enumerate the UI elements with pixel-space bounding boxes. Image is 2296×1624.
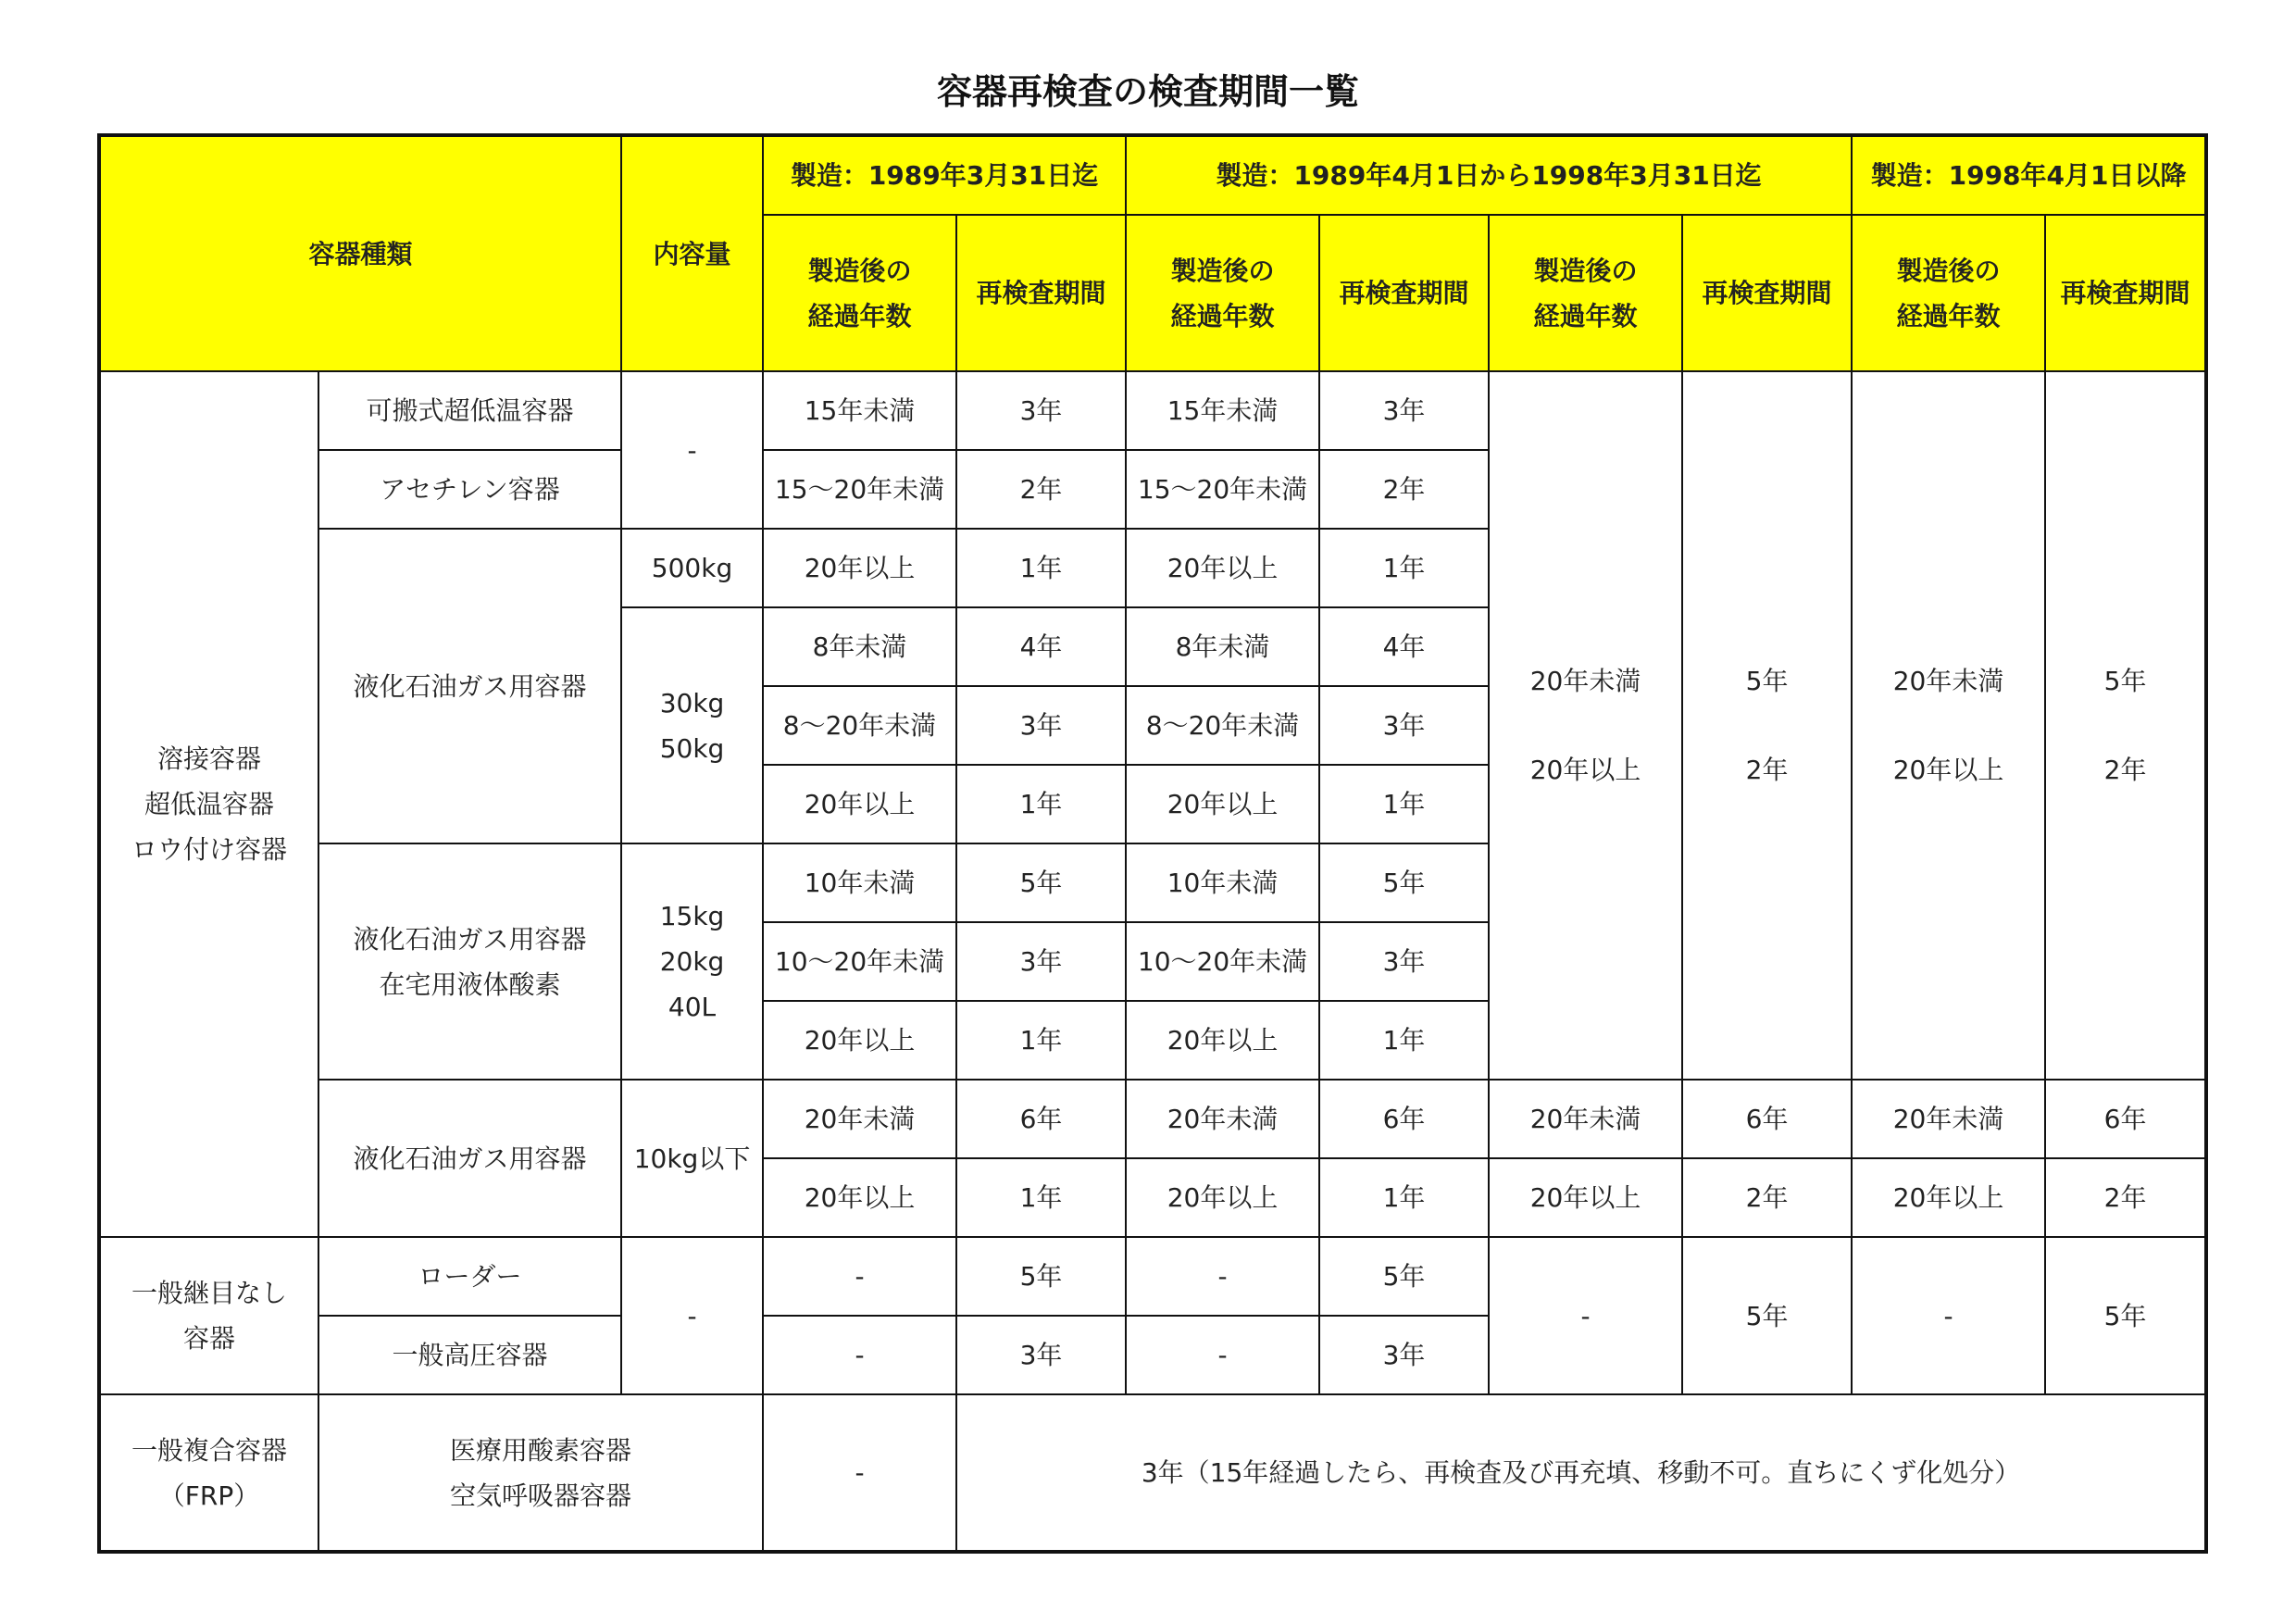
elapsed-cell: 20年以上 [763,765,956,843]
elapsed-cell: 15年未満 [763,371,956,450]
elapsed-cell: - [763,1237,956,1316]
header-capacity: 内容量 [621,135,763,371]
elapsed-cell: 20年未満 [763,1080,956,1158]
elapsed-cell: - [763,1316,956,1394]
elapsed-cell: 20年以上 [763,1158,956,1237]
capacity-cell: - [621,371,763,529]
reinspect-merged: 5年 [1682,1237,1852,1394]
capacity-cell: 500kg [621,529,763,607]
type-cell: 液化石油ガス用容器 在宅用液体酸素 [318,843,621,1080]
elapsed-cell: 20年以上 [1126,1158,1319,1237]
elapsed-cell: 20年以上 [763,1001,956,1080]
elapsed-cell: 15～20年未満 [1126,450,1319,529]
inspection-table [97,133,2208,1554]
reinspect-cell: 2年 [2045,1158,2206,1237]
type-cell: ローダー [318,1237,621,1316]
reinspect-cell: 2年 [1682,1158,1852,1237]
header-elapsed: 製造後の 経過年数 [763,215,956,371]
reinspect-cell: 3年 [956,686,1126,765]
reinspect-cell: 1年 [1319,1001,1489,1080]
elapsed-merged: 20年未満 20年以上 [1852,371,2045,1080]
elapsed-cell: 20年以上 [1126,529,1319,607]
elapsed-cell: 20年以上 [763,529,956,607]
elapsed-cell: - [1126,1316,1319,1394]
header-elapsed: 製造後の 経過年数 [1489,215,1682,371]
elapsed-cell: 10～20年未満 [1126,922,1319,1001]
header-reinspect: 再検査期間 [1319,215,1489,371]
table-row [99,1237,2206,1316]
reinspect-cell: 6年 [956,1080,1126,1158]
elapsed-cell: 20年未満 [1852,1080,2045,1158]
reinspect-cell: 5年 [1319,843,1489,922]
type-cell: 医療用酸素容器 空気呼吸器容器 [318,1394,763,1552]
type-cell: 液化石油ガス用容器 [318,1080,621,1237]
elapsed-cell: 8年未満 [1126,607,1319,686]
elapsed-cell: - [763,1394,956,1552]
table-row [99,1080,2206,1158]
reinspect-cell: 1年 [956,765,1126,843]
type-cell: 一般高圧容器 [318,1316,621,1394]
header-reinspect: 再検査期間 [2045,215,2206,371]
capacity-cell: - [621,1237,763,1394]
elapsed-cell: 8～20年未満 [1126,686,1319,765]
header-row [99,135,2206,215]
elapsed-cell: 8年未満 [763,607,956,686]
page-title: 容器再検査の検査期間一覧 [936,71,1359,112]
type-cell: アセチレン容器 [318,450,621,529]
reinspect-cell: 3年 [1319,686,1489,765]
reinspect-cell: 4年 [1319,607,1489,686]
reinspect-cell: 3年 [1319,1316,1489,1394]
elapsed-cell: 8～20年未満 [763,686,956,765]
frp-note: 3年（15年経過したら、再検査及び再充填、移動不可。直ちにくず化処分） [956,1394,2206,1552]
reinspect-cell: 3年 [956,922,1126,1001]
reinspect-cell: 4年 [956,607,1126,686]
elapsed-cell: 15年未満 [1126,371,1319,450]
elapsed-cell: 10～20年未満 [763,922,956,1001]
elapsed-cell: 15～20年未満 [763,450,956,529]
reinspect-cell: 6年 [1682,1080,1852,1158]
elapsed-cell: 20年以上 [1852,1158,2045,1237]
elapsed-merged: 20年未満 20年以上 [1489,371,1682,1080]
header-period-3: 製造：1998年4月1日以降 [1852,135,2206,215]
reinspect-cell: 5年 [956,843,1126,922]
capacity-cell: 15kg 20kg 40L [621,843,763,1080]
header-period-1: 製造：1989年3月31日迄 [763,135,1126,215]
group-welded: 溶接容器 超低温容器 ロウ付け容器 [99,371,318,1237]
type-cell: 液化石油ガス用容器 [318,529,621,843]
elapsed-cell: 20年未満 [1489,1080,1682,1158]
reinspect-merged: 5年 2年 [2045,371,2206,1080]
capacity-cell: 30kg 50kg [621,607,763,843]
elapsed-cell: 20年以上 [1126,765,1319,843]
reinspect-merged: 5年 [2045,1237,2206,1394]
group-seamless: 一般継目なし 容器 [99,1237,318,1394]
reinspect-cell: 3年 [956,371,1126,450]
header-type: 容器種類 [99,135,621,371]
elapsed-cell: 20年未満 [1126,1080,1319,1158]
elapsed-merged: - [1489,1237,1682,1394]
elapsed-cell: - [1126,1237,1319,1316]
header-elapsed: 製造後の 経過年数 [1126,215,1319,371]
elapsed-cell: 10年未満 [1126,843,1319,922]
reinspect-cell: 5年 [956,1237,1126,1316]
elapsed-cell: 20年以上 [1489,1158,1682,1237]
header-elapsed: 製造後の 経過年数 [1852,215,2045,371]
reinspect-cell: 1年 [956,1001,1126,1080]
reinspect-cell: 1年 [1319,529,1489,607]
table-row [99,1394,2206,1552]
reinspect-cell: 6年 [1319,1080,1489,1158]
elapsed-cell: 20年以上 [1126,1001,1319,1080]
reinspect-cell: 3年 [1319,922,1489,1001]
header-reinspect: 再検査期間 [956,215,1126,371]
elapsed-merged: - [1852,1237,2045,1394]
capacity-cell: 10kg以下 [621,1080,763,1237]
group-frp: 一般複合容器 （FRP） [99,1394,318,1552]
reinspect-cell: 1年 [956,529,1126,607]
header-reinspect: 再検査期間 [1682,215,1852,371]
reinspect-cell: 3年 [956,1316,1126,1394]
type-cell: 可搬式超低温容器 [318,371,621,450]
table-row [99,371,2206,450]
reinspect-merged: 5年 2年 [1682,371,1852,1080]
header-period-2: 製造：1989年4月1日から1998年3月31日迄 [1126,135,1852,215]
reinspect-cell: 2年 [956,450,1126,529]
reinspect-cell: 3年 [1319,371,1489,450]
reinspect-cell: 1年 [956,1158,1126,1237]
reinspect-cell: 1年 [1319,765,1489,843]
elapsed-cell: 10年未満 [763,843,956,922]
reinspect-cell: 5年 [1319,1237,1489,1316]
reinspect-cell: 1年 [1319,1158,1489,1237]
reinspect-cell: 2年 [1319,450,1489,529]
reinspect-cell: 6年 [2045,1080,2206,1158]
